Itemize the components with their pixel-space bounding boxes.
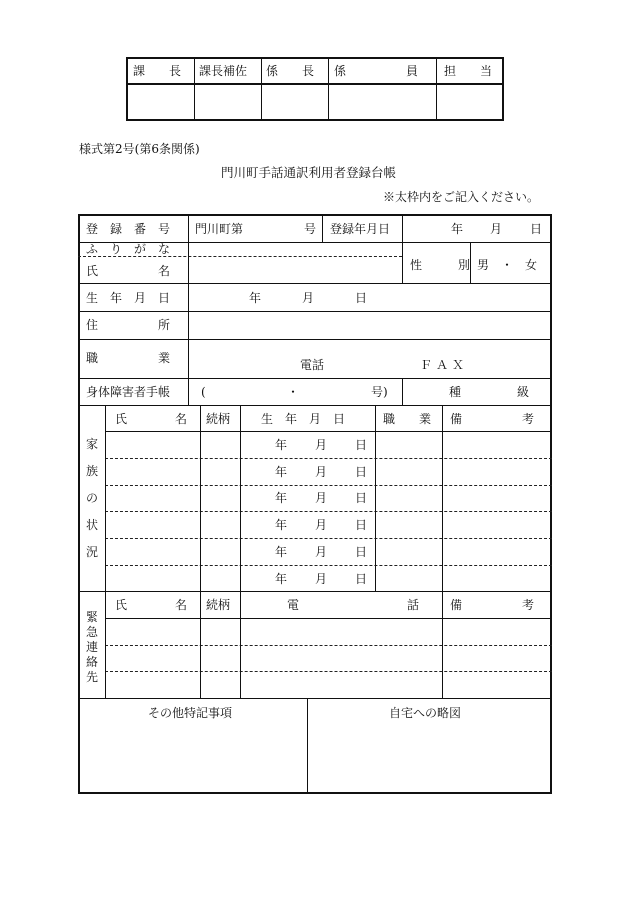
approval-col-line [194,57,195,121]
family-col-birth: 生 年 月 日 [261,412,346,426]
family-row-month: 月 [315,491,328,505]
reg-no-suffix: 号 [304,222,317,236]
family-row-day: 日 [355,465,368,479]
emergency-col-relation: 続柄 [206,598,231,612]
approval-header-subsection: 係 長 [266,64,315,78]
page-title: 門川町手話通訳利用者登録台帳 [221,165,397,180]
reg-no-prefix: 門川町第 [195,222,244,236]
family-row-month: 月 [315,438,328,452]
family-col-name: 氏 名 [115,412,188,426]
family-row-day: 日 [355,572,368,586]
family-row-month: 月 [315,572,328,586]
reg-date-month: 月 [490,222,503,236]
family-row-month: 月 [315,518,328,532]
birth-month: 月 [302,291,315,305]
emergency-col-name: 氏 名 [115,598,188,612]
notes-label: その他特記事項 [148,706,233,720]
approval-col-line [328,57,329,121]
address-label: 住 所 [86,318,171,332]
emergency-section-label: 緊 急 連 絡 先 [85,610,98,684]
map-label: 自宅への略図 [389,706,462,720]
family-col-occupation: 職 業 [383,412,432,426]
fax-label: ＦＡＸ [420,358,469,372]
grade-type: 種 [449,385,462,399]
form-reference: 様式第2号(第6条関係) [79,142,200,156]
birth-label: 生 年 月 日 [86,291,171,305]
emergency-col-remarks: 備 考 [450,598,535,612]
family-row-day: 日 [355,491,368,505]
reg-no-label: 登 録 番 号 [86,222,171,236]
family-row-day: 日 [355,518,368,532]
family-col-remarks: 備 考 [450,412,535,426]
family-row-year: 年 [275,491,288,505]
approval-col-line [436,57,437,121]
family-col-relation: 続柄 [206,412,231,426]
approval-col-line [261,57,262,121]
birth-year: 年 [249,291,262,305]
family-row-day: 日 [355,545,368,559]
emergency-col-phone: 電 話 [287,598,420,612]
handbook-close: 号) [371,385,388,399]
family-row-year: 年 [275,518,288,532]
handbook-dot: ・ [287,385,300,399]
family-section-label: 家 族 の 状 況 [85,437,98,559]
family-row-month: 月 [315,465,328,479]
reg-date-day: 日 [530,222,543,236]
name-label: 氏 名 [86,264,171,278]
instruction-text: ※太枠内をご記入ください。 [383,190,540,204]
phone-label: 電話 [300,358,325,372]
approval-header-staff: 係 員 [334,64,419,78]
handbook-label: 身体障害者手帳 [86,385,171,399]
reg-date-year: 年 [451,222,464,236]
grade-level: 級 [517,385,530,399]
birth-day: 日 [355,291,368,305]
family-row-year: 年 [275,572,288,586]
approval-header-chief: 課 長 [133,64,182,78]
approval-divider [126,83,504,85]
sex-label: 性 別 [410,258,471,272]
family-row-day: 日 [355,438,368,452]
family-row-month: 月 [315,545,328,559]
sex-options: 男 ・ 女 [477,258,538,272]
furigana-label: ふ り が な [86,242,171,256]
family-row-year: 年 [275,545,288,559]
reg-date-label: 登録年月日 [330,222,391,236]
approval-header-charge: 担 当 [444,64,493,78]
occupation-label: 職 業 [86,351,171,365]
approval-header-assistant: 課長補佐 [199,64,248,78]
family-row-year: 年 [275,465,288,479]
family-row-year: 年 [275,438,288,452]
handbook-open-paren: ( [201,385,206,399]
